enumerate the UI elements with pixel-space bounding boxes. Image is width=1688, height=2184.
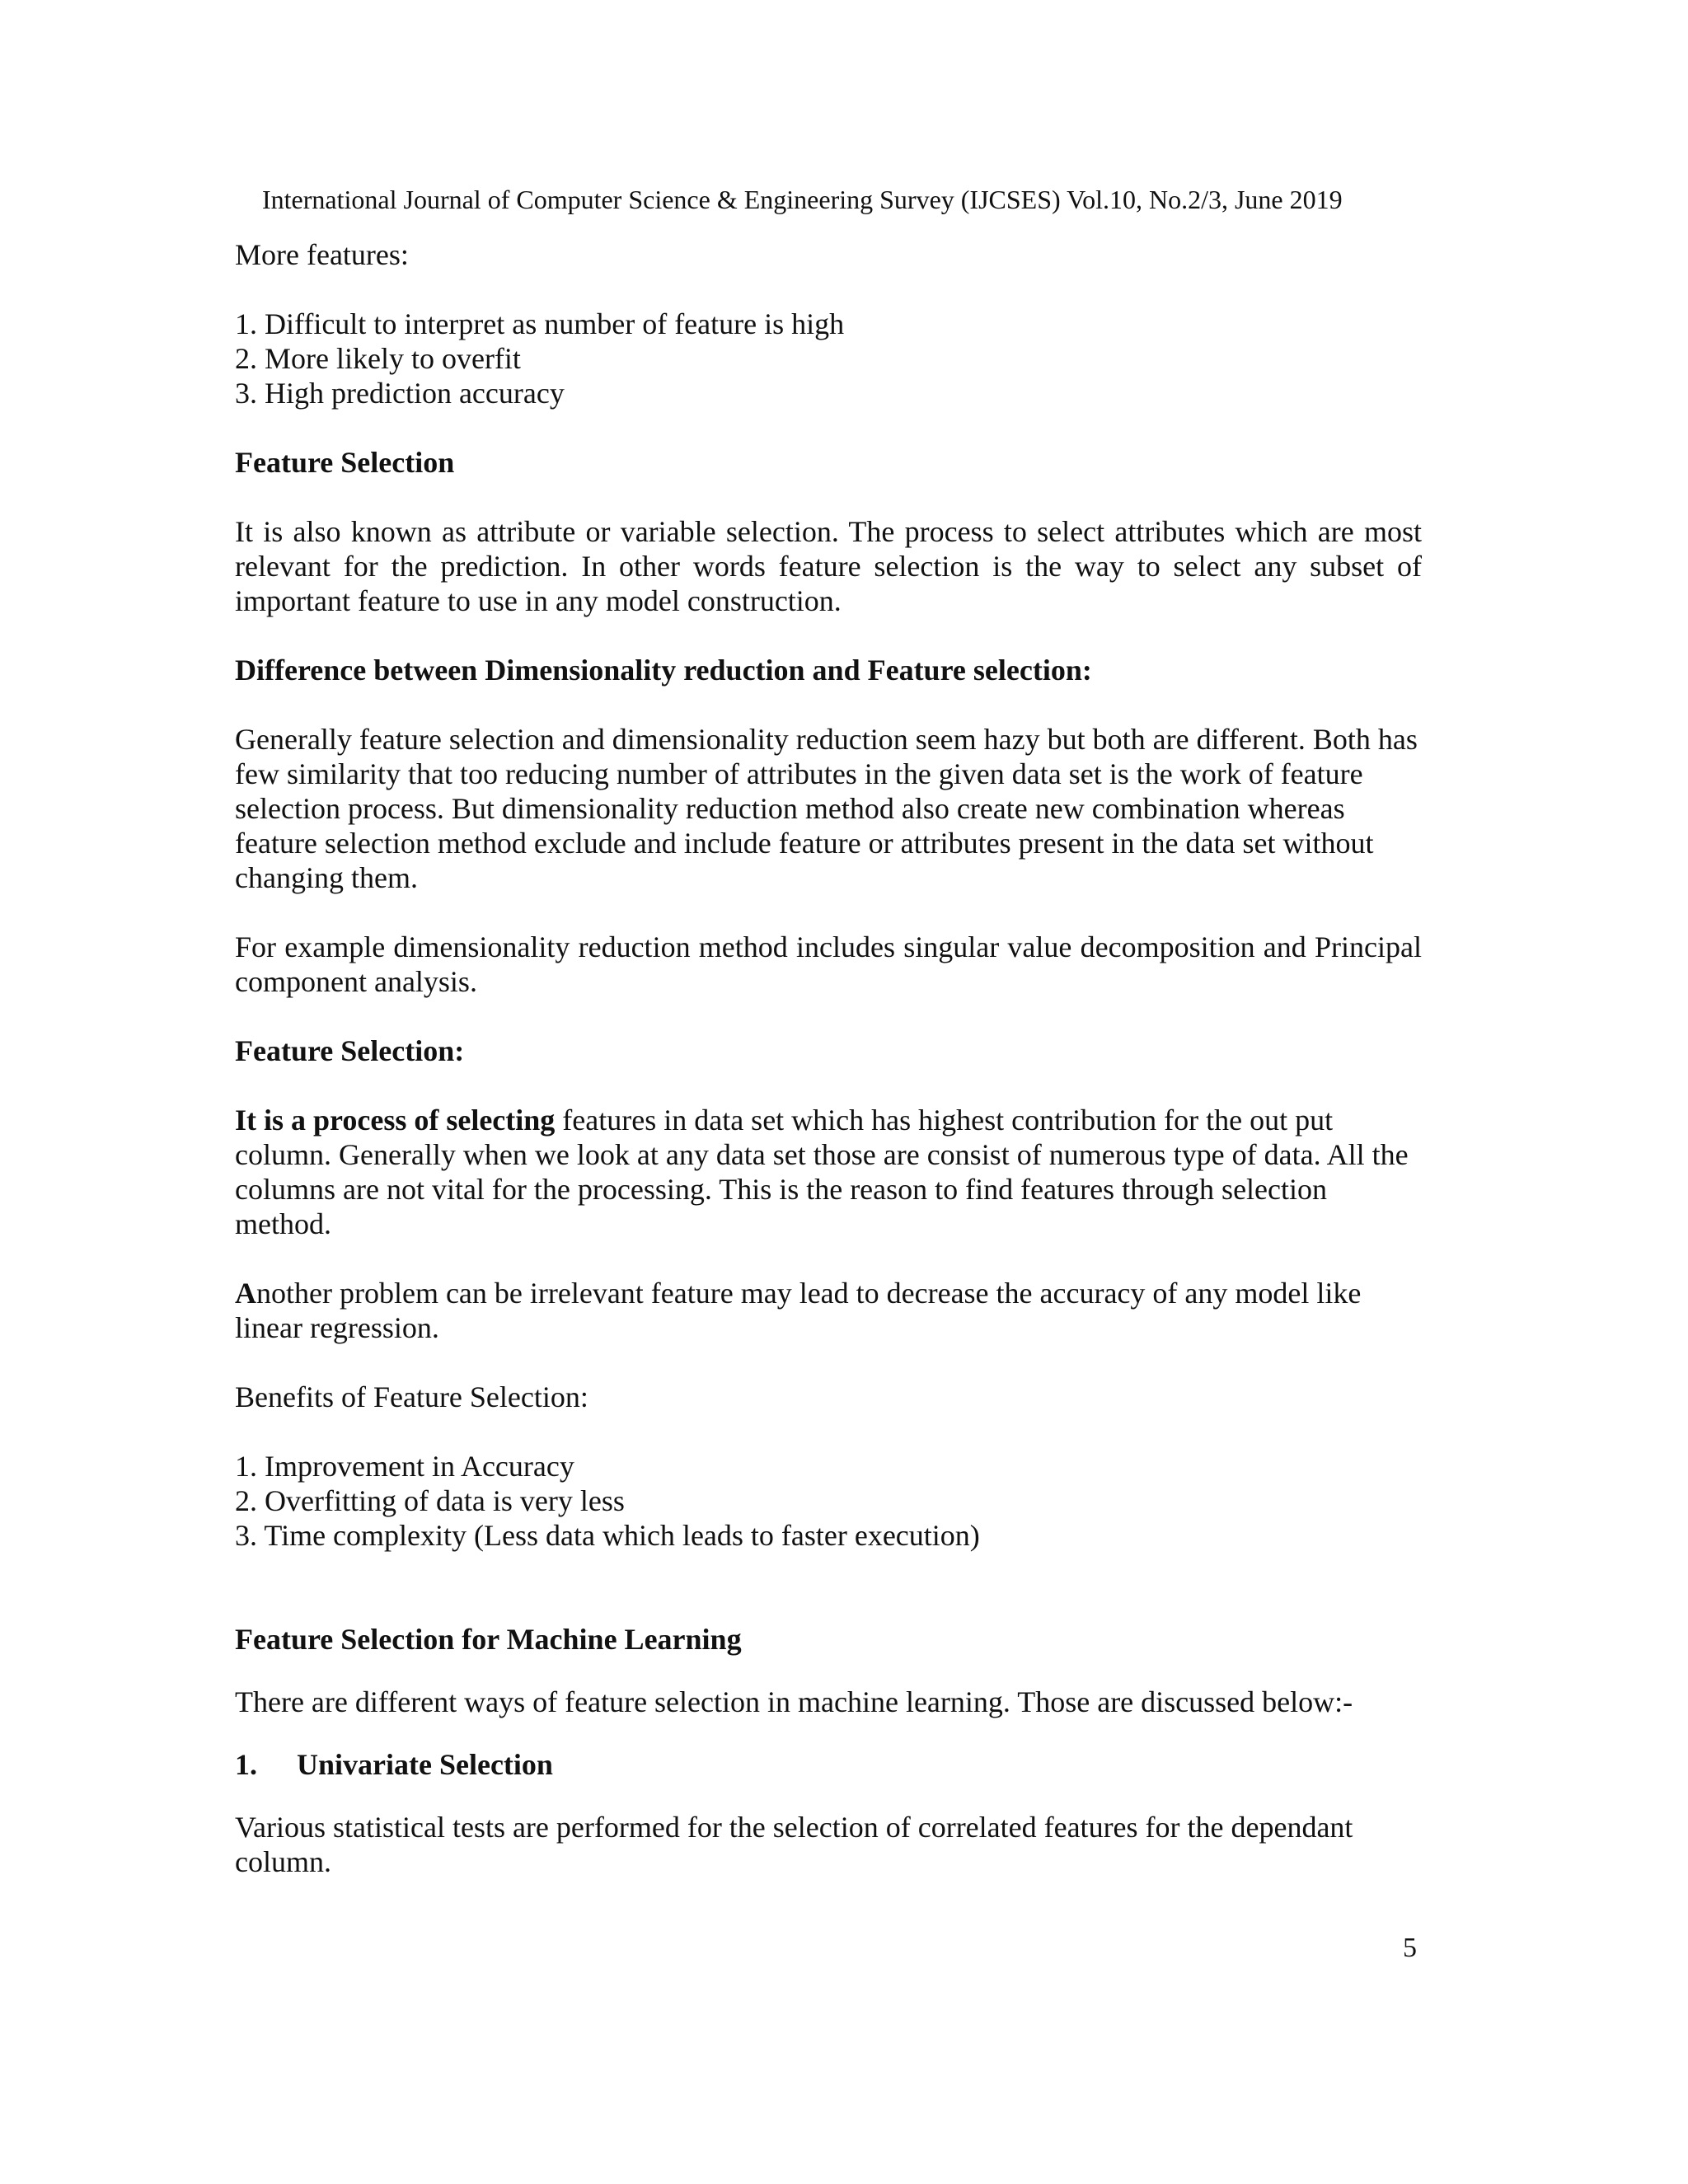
list-item: 3. Time complexity (Less data which leads to faster execution) <box>235 1519 980 1552</box>
list-item: 2. More likely to overfit <box>235 342 521 375</box>
section-heading-difference: Difference between Dimensionality reduction and Feature selection: <box>235 654 1092 687</box>
section-heading-univariate <box>235 1747 1422 1782</box>
section-number: 1. <box>235 1748 257 1781</box>
paragraph-text: nother problem can be irrelevant feature may lead to decrease the accuracy of any model like linear regression. <box>235 1277 1362 1344</box>
ml-paragraph: There are different ways of feature selection in machine learning. Those are discussed below:- <box>235 1685 1353 1718</box>
page-body <box>235 237 1422 1879</box>
list-item: 1. Difficult to interpret as number of feature is high <box>235 307 845 340</box>
list-item: 1. Improvement in Accuracy <box>235 1450 574 1483</box>
irrelevant-feature-paragraph <box>235 1276 1422 1345</box>
difference-paragraph-1: Generally feature selection and dimensionality reduction seem hazy but both are different. Both has few similarity that too reducing number of attributes in the given data set is the work of feature selection process. But dimensionality reduction method also create new combination whereas feature selection method exclude and include feature or attributes present in the data set without changing them. <box>235 723 1418 894</box>
journal-header: International Journal of Computer Science & Engineering Survey (IJCSES) Vol.10, No.2/3, June 2019 <box>262 185 1343 214</box>
feature-selection-paragraph: It is also known as attribute or variable selection. The process to select attributes which are most relevant for the prediction. In other words feature selection is the way to select any subset of important feature to use in any model construction. <box>235 515 1422 617</box>
more-features-label: More features: <box>235 238 409 271</box>
section-heading-ml: Feature Selection for Machine Learning <box>235 1623 742 1656</box>
univariate-paragraph: Various statistical tests are performed for the selection of correlated features for the dependant column. <box>235 1811 1353 1878</box>
paragraph-text: features in data set which has highest contribution for the out put column. Generally when we look at any data set those are consist of numerous type of data. All the columns are not vital for the processing. This is the reason to find features through selection method. <box>235 1104 1409 1240</box>
page-number: 5 <box>1403 1933 1417 1963</box>
list-item: 3. High prediction accuracy <box>235 377 565 410</box>
bold-lead-text: It is a process of selecting <box>235 1104 556 1137</box>
benefits-label: Benefits of Feature Selection: <box>235 1380 588 1413</box>
section-heading-text: Univariate Selection <box>297 1748 553 1781</box>
feature-selection-process-paragraph <box>235 1103 1422 1241</box>
bold-initial: A <box>235 1277 256 1310</box>
difference-paragraph-2: For example dimensionality reduction method includes singular value decomposition and Principal component analysis. <box>235 930 1422 998</box>
list-item: 2. Overfitting of data is very less <box>235 1484 625 1517</box>
section-heading-feature-selection: Feature Selection <box>235 446 455 479</box>
section-heading-feature-selection-2: Feature Selection: <box>235 1034 465 1067</box>
